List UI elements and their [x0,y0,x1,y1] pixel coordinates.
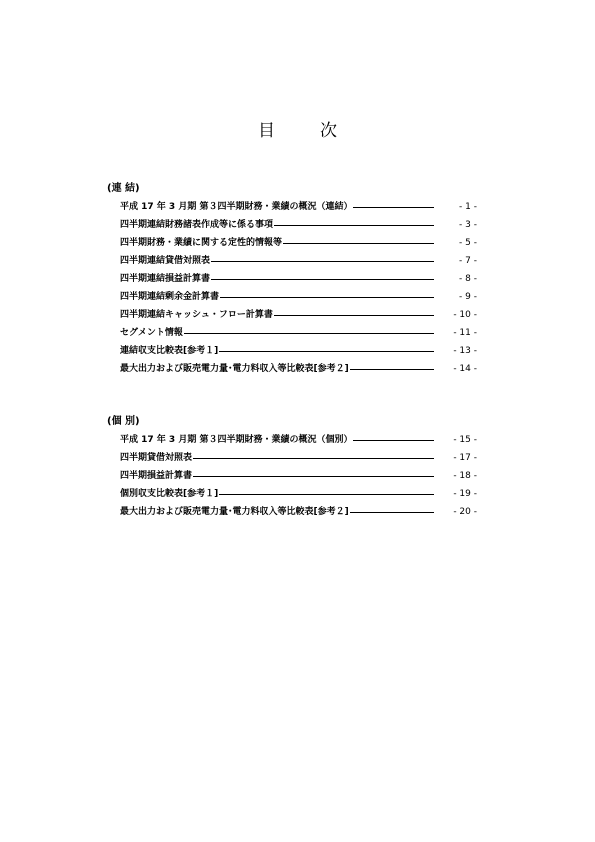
toc-entry [107,198,477,216]
toc-entry-label: 最大出力および販売電力量･電力料収入等比較表[参考２] [120,507,349,517]
toc-entry-label: 四半期連結損益計算書 [120,274,211,284]
toc-entry-label: 四半期貸借対照表 [120,453,193,463]
dot-leader [211,261,434,262]
toc-entry [107,485,477,503]
toc-entry-label: 四半期連結貸借対照表 [120,256,211,266]
toc-entry-page: - 20 - [453,507,477,517]
toc-entry-page: - 9 - [459,292,477,302]
dot-leader [283,243,434,244]
toc-entry-label: 最大出力および販売電力量･電力料収入等比較表[参考２] [120,364,349,374]
toc-entry-page: - 13 - [453,346,477,356]
dot-leader [219,494,434,495]
toc-entry [107,216,477,234]
dot-leader [211,279,434,280]
toc-entry-page: - 15 - [453,435,477,445]
section-consolidated [107,180,477,378]
toc-entry-page: - 14 - [453,364,477,374]
toc-entry-page: - 10 - [453,310,477,320]
toc-entry-label: 四半期連結剰余金計算書 [120,292,220,302]
toc-list-consolidated [107,198,477,378]
dot-leader [350,369,434,370]
toc-entry [107,252,477,270]
dot-leader [184,333,434,334]
toc-entry [107,270,477,288]
dot-leader [353,207,434,208]
page-title: 目 次 [258,121,351,141]
toc-entry-page: - 1 - [459,202,477,212]
toc-entry-page: - 3 - [459,220,477,230]
toc-entry [107,288,477,306]
dot-leader [219,351,434,352]
toc-entry-label: 四半期損益計算書 [120,471,193,481]
toc-entry-page: - 17 - [453,453,477,463]
section-non-consolidated [107,413,477,521]
toc-entry-label: 四半期財務・業績に関する定性的情報等 [120,238,283,248]
toc-entry [107,467,477,485]
toc-entry-label: 平成 17 年 3 月期 第３四半期財務・業績の概況（個別） [120,435,353,445]
toc-entry [107,360,477,378]
toc-entry [107,306,477,324]
toc-entry [107,342,477,360]
toc-entry-label: 四半期連結キャッシュ・フロー計算書 [120,310,273,320]
dot-leader [274,315,434,316]
toc-entry-page: - 11 - [453,328,477,338]
toc-entry-label: 連結収支比較表[参考１] [120,346,219,356]
dot-leader [220,297,434,298]
toc-entry-page: - 8 - [459,274,477,284]
toc-entry-label: セグメント情報 [120,328,183,338]
dot-leader [353,440,434,441]
dot-leader [350,512,434,513]
toc-entry-label: 個別収支比較表[参考１] [120,489,219,499]
toc-entry-page: - 7 - [459,256,477,266]
toc-entry-page: - 5 - [459,238,477,248]
dot-leader [193,458,434,459]
toc-entry-page: - 18 - [453,471,477,481]
toc-entry [107,234,477,252]
toc-entry-label: 四半期連結財務諸表作成等に係る事項 [120,220,274,230]
toc-entry [107,503,477,521]
toc-entry [107,431,477,449]
toc-entry-label: 平成 17 年 3 月期 第３四半期財務・業績の概況（連結） [120,202,353,212]
toc-entry [107,324,477,342]
toc-list-non-consolidated [107,431,477,521]
dot-leader [274,225,434,226]
toc-entry-page: - 19 - [453,489,477,499]
section-heading-consolidated: (連 結) [107,183,140,194]
section-heading-non-consolidated: (個 別) [107,416,140,427]
toc-entry [107,449,477,467]
dot-leader [193,476,434,477]
